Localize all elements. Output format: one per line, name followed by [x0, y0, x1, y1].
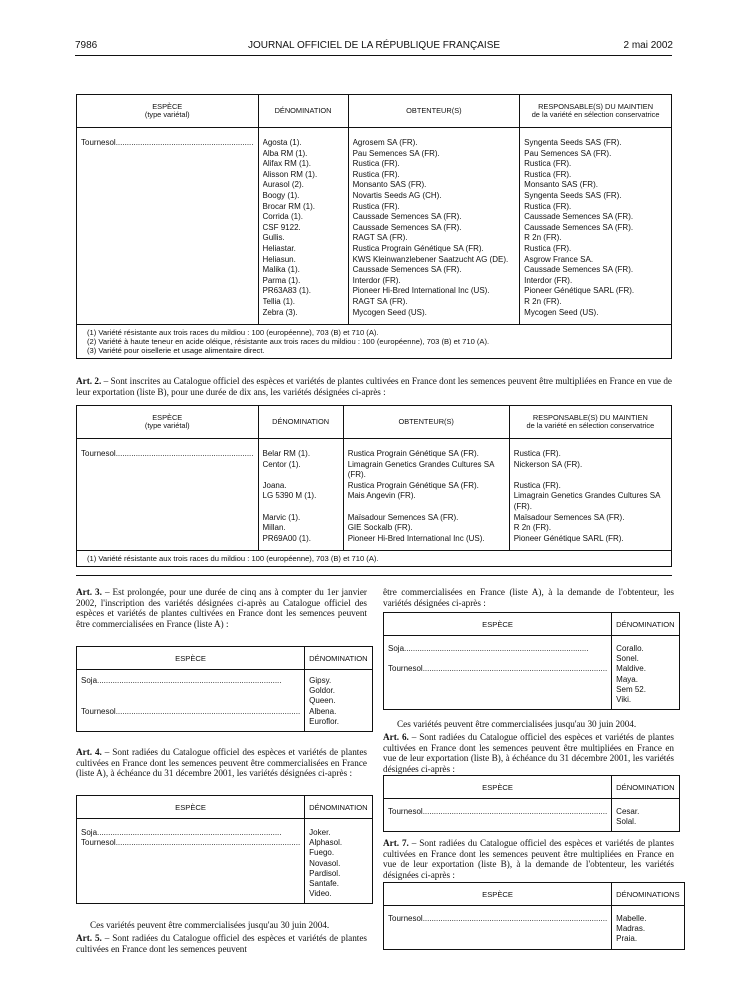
- species-cell: [384, 906, 612, 950]
- obtenteur-line: Limagrain Genetics Grandes Cultures SA: [347, 459, 495, 469]
- obtenteur-line: Mycogen Seed (US).: [352, 307, 427, 317]
- variety-name: Cesar.: [616, 807, 640, 816]
- species-label: Tournesol..............................................................: [81, 138, 254, 147]
- col-header-denomination: DÉNOMINATION: [305, 647, 373, 670]
- denomination-line: CSF 9122.: [262, 222, 301, 232]
- col-header-responsable: RESPONSABLE(S) DU MAINTIEN de la variété en sélection conservatrice: [526, 413, 655, 430]
- responsable-line: Caussade Semences SA (FR).: [524, 222, 634, 232]
- variety-name: Albena.: [309, 706, 337, 716]
- col-header-denomination: DÉNOMINATION: [612, 613, 680, 636]
- responsable-line: Limagrain Genetics Grandes Cultures SA: [513, 491, 661, 501]
- variety-name: Mabelle.: [616, 914, 647, 923]
- table-note: (1) Variété résistante aux trois races du mildiou : 100 (européenne), 703 (B) et 710 (A).: [87, 554, 379, 564]
- responsable-line: Rustica (FR).: [524, 243, 572, 253]
- spacer: [81, 859, 300, 869]
- denomination-line: Gullis.: [262, 233, 285, 243]
- species-label: Tournesol...................................................................................: [388, 914, 608, 923]
- table-art3: [76, 646, 373, 732]
- variety-name: Sonel.: [616, 654, 639, 664]
- denomination-line: Millan.: [262, 523, 286, 533]
- denomination-line: Boogy (1).: [262, 190, 300, 200]
- denomination-line: Alisson RM (1).: [262, 169, 318, 179]
- table-art5: [383, 612, 680, 710]
- article-3: Art. 3. – Est prolongée, pour une durée de cinq ans à compter du 1er janvier 2002, l'inscription des variétés désignées ci-après au Catalogue officiel des espèces et variétés de plantes cultivées en France dont les semences peuvent être commercialisées en France (liste A) :: [76, 587, 367, 629]
- variety-name: Novasol.: [309, 858, 341, 868]
- species-cell: [77, 439, 259, 551]
- responsable-line: Rustica (FR).: [524, 201, 572, 211]
- denomination-line: Aurasol (2).: [262, 180, 304, 190]
- spacer: [81, 717, 300, 727]
- responsable-line: Monsanto SAS (FR).: [524, 180, 598, 190]
- table-note: (1) Variété résistante aux trois races du mildiou : 100 (européenne), 703 (B) et 710 (A).: [87, 328, 379, 338]
- spacer: [388, 924, 607, 934]
- article-2: Art. 2. – Sont inscrites au Catalogue officiel des espèces et variétés de plantes cultivées en France dont les semences peuvent être multipliées en France en vue de leur exportation (liste B), pour une durée de dix ans, les variétés désignées ci-après :: [76, 376, 672, 397]
- spacer: [81, 686, 300, 696]
- responsable-line: Rustica (FR).: [513, 449, 561, 458]
- spacer: [81, 696, 300, 706]
- denomination-line: Heliasun.: [262, 254, 296, 264]
- obtenteur-line: [348, 502, 505, 513]
- species-label: Soja...................................................................................: [81, 676, 282, 685]
- col-header-espece: ESPÈCE: [77, 796, 305, 819]
- header-rule: [75, 55, 672, 56]
- variety-name: Maya.: [616, 674, 638, 684]
- responsable-line: R 2n (FR).: [524, 233, 562, 243]
- denomination-line: Centor (1).: [262, 459, 301, 469]
- species-cell: [77, 819, 305, 904]
- responsable-line: Rustica (FR).: [524, 159, 572, 169]
- obtenteur-line: GIE Sockalb (FR).: [347, 523, 413, 533]
- col-header-espece: ESPÈCE: [384, 613, 612, 636]
- obtenteur-line: Mais Angevin (FR).: [347, 491, 416, 501]
- obtenteur-line: (FR).: [347, 470, 366, 480]
- denomination-line: Corrida (1).: [262, 212, 303, 222]
- denomination-line: PR69A00 (1).: [262, 533, 311, 543]
- responsable-line: Interdor (FR).: [524, 275, 573, 285]
- variety-name: Solal.: [616, 817, 637, 827]
- denomination-line: Zebra (3).: [262, 307, 298, 317]
- obtenteur-line: Monsanto SAS (FR).: [352, 180, 427, 190]
- denomination-line: [263, 502, 339, 513]
- responsable-line: Caussade Semences SA (FR).: [524, 212, 634, 222]
- variety-name: Pardisol.: [309, 868, 341, 878]
- species-label: Tournesol...................................................................................: [81, 706, 301, 716]
- spacer: [81, 889, 300, 899]
- denomination-cell: [612, 799, 680, 832]
- denomination-cell: [612, 906, 685, 950]
- responsable-line: Rustica (FR).: [524, 169, 572, 179]
- obtenteur-line: Rustica Prograin Génétique SA (FR).: [352, 243, 484, 253]
- denomination-line: Alifax RM (1).: [262, 159, 311, 169]
- variety-name: Praia.: [616, 934, 638, 944]
- variety-name: Corallo.: [616, 644, 644, 653]
- obtenteur-line: Caussade Semences SA (FR).: [352, 265, 462, 275]
- variety-name: Fuego.: [309, 848, 335, 858]
- obtenteur-line: Rustica Prograin Génétique SA (FR).: [347, 449, 479, 458]
- obtenteur-line: RAGT SA (FR).: [352, 296, 408, 306]
- denomination-line: LG 5390 M (1).: [262, 491, 317, 501]
- obtenteur-line: Rustica (FR).: [352, 201, 400, 211]
- table-notes: [77, 325, 672, 359]
- species-label: Tournesol..............................................................: [81, 449, 254, 458]
- responsable-line: Pioneer Génétique SARL (FR).: [513, 533, 624, 543]
- denomination-line: Marvic (1).: [262, 512, 301, 522]
- denomination-line: Tellia (1).: [262, 296, 295, 306]
- responsable-line: Nickerson SA (FR).: [513, 459, 583, 469]
- col-header-obtenteur: OBTENTEUR(S): [348, 95, 520, 128]
- denomination-cell: [258, 128, 348, 325]
- obtenteur-line: Novartis Seeds AG (CH).: [352, 190, 442, 200]
- denomination-line: Agosta (1).: [262, 138, 302, 147]
- article-5-note: Ces variétés peuvent être commercialisées jusqu'au 30 juin 2004.: [397, 719, 637, 729]
- col-header-espece: ESPÈCE (type variétal): [77, 406, 259, 439]
- page-number: 7986: [75, 40, 98, 51]
- article-5: Art. 5. – Sont radiées du Catalogue officiel des espèces et variétés de plantes cultivées en France dont les semences peuvent: [76, 933, 367, 954]
- spacer: [388, 934, 607, 944]
- variety-name: Viki.: [616, 694, 632, 704]
- responsable-line: Rustica (FR).: [513, 480, 561, 490]
- spacer: [388, 695, 607, 705]
- denomination-line: [263, 470, 339, 481]
- denomination-cell: [305, 670, 373, 732]
- denomination-line: Alba RM (1).: [262, 148, 308, 158]
- species-cell: [77, 128, 259, 325]
- col-header-obtenteur: OBTENTEUR(S): [343, 406, 509, 439]
- responsable-cell: [509, 439, 671, 551]
- denomination-cell: [612, 636, 680, 710]
- responsable-line: Pioneer Génétique SARL (FR).: [524, 286, 635, 296]
- table-note: (2) Variété à haute teneur en acide oléique, résistante aux trois races du mildiou : 100 (européenne), 703 (B) et 710 (A).: [87, 337, 490, 347]
- obtenteur-line: Caussade Semences SA (FR).: [352, 222, 462, 232]
- article-5-continued: être commercialisées en France (liste A), à la demande de l'obtenteur, les variétés désignées ci-après :: [383, 587, 674, 608]
- obtenteur-line: Maïsadour Semences SA (FR).: [347, 512, 459, 522]
- variety-name: Goldor.: [309, 686, 335, 696]
- page-date: 2 mai 2002: [623, 40, 673, 51]
- responsable-line: [514, 470, 667, 481]
- species-cell: [77, 670, 305, 732]
- obtenteur-line: Pioneer Hi-Bred International Inc (US).: [352, 286, 490, 296]
- responsable-line: Maïsadour Semences SA (FR).: [513, 512, 625, 522]
- col-header-denomination: DÉNOMINATION: [258, 95, 348, 128]
- responsable-line: R 2n (FR).: [524, 296, 562, 306]
- obtenteur-line: KWS Kleinwanzlebener Saatzucht AG (DE).: [352, 254, 509, 264]
- col-header-denomination: DÉNOMINATIONS: [612, 883, 685, 906]
- article-4-note: Ces variétés peuvent être commercialisées jusqu'au 30 juin 2004.: [90, 920, 330, 930]
- col-header-responsable: RESPONSABLE(S) DU MAINTIEN de la variété en sélection conservatrice: [531, 102, 660, 119]
- responsable-line: (FR).: [513, 501, 532, 511]
- obtenteur-line: Rustica (FR).: [352, 159, 400, 169]
- spacer: [81, 848, 300, 858]
- col-header-denomination: DÉNOMINATION: [305, 796, 373, 819]
- denomination-line: Belar RM (1).: [262, 449, 311, 458]
- denomination-line: Parma (1).: [262, 275, 301, 285]
- obtenteur-line: Interdor (FR).: [352, 275, 401, 285]
- article-4: Art. 4. – Sont radiées du Catalogue officiel des espèces et variétés de plantes cultivées en France dont les semences peuvent être commercialisées en France (liste A), à échéance du 31 décembre 2001, les variétés désignées ci-après :: [76, 747, 367, 779]
- spacer: [81, 869, 300, 879]
- species-label: Soja...................................................................................: [388, 644, 589, 653]
- variety-name: Video.: [309, 889, 332, 899]
- denomination-line: Heliastar.: [262, 243, 296, 253]
- denomination-line: Joana.: [262, 480, 287, 490]
- variety-name: Gipsy.: [309, 676, 332, 685]
- article-6: Art. 6. – Sont radiées du Catalogue officiel des espèces et variétés de plantes cultivées en France dont les semences peuvent être multipliées en France en vue de leur exportation (liste B), à échéance du 31 décembre 2001, les variétés désignées ci-après :: [383, 732, 674, 774]
- variety-name: Santafe.: [309, 878, 339, 888]
- table-varieties-list-a: [76, 94, 672, 359]
- variety-name: Madras.: [616, 924, 646, 934]
- responsable-line: Pau Semences SA (FR).: [524, 148, 612, 158]
- table-note: (3) Variété pour oisellerie et usage alimentaire direct.: [87, 346, 265, 356]
- obtenteur-line: Rustica (FR).: [352, 169, 400, 179]
- responsable-line: Syngenta Seeds SAS (FR).: [524, 138, 622, 147]
- denomination-cell: [258, 439, 343, 551]
- species-label: Soja...................................................................................: [81, 828, 282, 837]
- table-art6: [383, 775, 680, 832]
- responsable-line: R 2n (FR).: [513, 523, 552, 533]
- col-header-espece: ESPÈCE: [384, 776, 612, 799]
- spacer: [388, 817, 607, 827]
- col-header-denomination: DÉNOMINATION: [612, 776, 680, 799]
- spacer: [388, 685, 607, 695]
- obtenteur-cell: [348, 128, 520, 325]
- table-art7: [383, 882, 685, 950]
- journal-title: JOURNAL OFFICIEL DE LA RÉPUBLIQUE FRANÇAISE: [247, 40, 501, 51]
- responsable-line: Mycogen Seed (US).: [524, 307, 599, 317]
- table-art4: [76, 795, 373, 904]
- variety-name: Joker.: [309, 828, 331, 837]
- col-header-denomination: DÉNOMINATION: [258, 406, 343, 439]
- obtenteur-line: Pau Semences SA (FR).: [352, 148, 440, 158]
- obtenteur-line: RAGT SA (FR).: [352, 233, 408, 243]
- species-label: Tournesol...................................................................................: [388, 664, 608, 674]
- obtenteur-cell: [343, 439, 509, 551]
- species-label: Tournesol...................................................................................: [81, 838, 301, 848]
- variety-name: Euroflor.: [309, 716, 339, 726]
- responsable-line: Syngenta Seeds SAS (FR).: [524, 190, 622, 200]
- variety-name: Sem 52.: [616, 684, 646, 694]
- col-header-espece: ESPÈCE (type variétal): [77, 95, 259, 128]
- table-varieties-list-b: [76, 405, 672, 567]
- responsable-cell: [520, 128, 672, 325]
- variety-name: Alphasol.: [309, 838, 343, 848]
- denomination-line: Brocar RM (1).: [262, 201, 315, 211]
- denomination-cell: [305, 819, 373, 904]
- variety-name: Maldive.: [616, 664, 646, 674]
- spacer: [81, 879, 300, 889]
- denomination-line: PR63A83 (1).: [262, 286, 311, 296]
- spacer: [388, 654, 607, 664]
- obtenteur-line: Agrosem SA (FR).: [352, 138, 418, 147]
- species-cell: [384, 636, 612, 710]
- spacer: [388, 675, 607, 685]
- obtenteur-line: Pioneer Hi-Bred International Inc (US).: [347, 533, 485, 543]
- variety-name: Queen.: [309, 696, 336, 706]
- obtenteur-line: Caussade Semences SA (FR).: [352, 212, 462, 222]
- article-7: Art. 7. – Sont radiées du Catalogue officiel des espèces et variétés de plantes cultivées en France dont les semences peuvent être multipliées en France en vue de leur exportation (liste B), à la demande de l'obtenteur, les variétés désignées ci-après :: [383, 838, 674, 880]
- species-label: Tournesol...................................................................................: [388, 807, 608, 816]
- species-cell: [384, 799, 612, 832]
- col-header-espece: ESPÈCE: [77, 647, 305, 670]
- denomination-line: Malika (1).: [262, 265, 300, 275]
- section-rule: [76, 575, 672, 576]
- col-header-espece: ESPÈCE: [384, 883, 612, 906]
- responsable-line: Caussade Semences SA (FR).: [524, 265, 634, 275]
- obtenteur-line: Rustica Prograin Génétique SA (FR).: [347, 480, 479, 490]
- responsable-line: Asgrow France SA.: [524, 254, 594, 264]
